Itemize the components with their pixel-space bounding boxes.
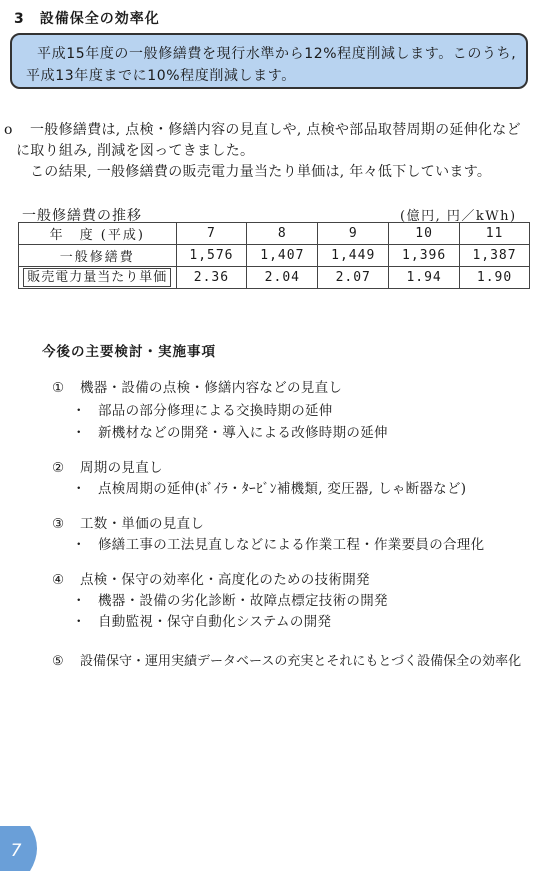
plan-sub-item-text: 新機材などの開発・導入による改修時期の延伸 xyxy=(98,425,388,441)
table-year-cell: 8 xyxy=(247,223,318,245)
table-year-cell: 11 xyxy=(460,223,530,245)
plan-item-text: 設備保守・運用実績データベースの充実とそれにもとづく設備保全の効率化 xyxy=(80,654,522,669)
table-cell: 2.04 xyxy=(247,267,318,289)
page-number-badge xyxy=(0,826,44,871)
table-cell: 1,396 xyxy=(389,245,460,267)
section-title: 3 設備保全の効率化 xyxy=(14,11,160,27)
sub-bullet: ・ xyxy=(72,537,86,553)
plan-item xyxy=(52,376,342,396)
intro-line-1: 一般修繕費は, 点検・修繕内容の見直しや, 点検や部品取替周期の延伸化など xyxy=(30,122,521,138)
table-year-cell: 9 xyxy=(318,223,389,245)
plan-sub-item xyxy=(72,421,388,441)
table-cell: 1.94 xyxy=(389,267,460,289)
plan-item-text: 機器・設備の点検・修繕内容などの見直し xyxy=(80,380,343,396)
plan-item xyxy=(52,568,370,588)
plan-sub-item-text: 修繕工事の工法見直しなどによる作業工程・作業要員の合理化 xyxy=(98,537,485,553)
summary-box xyxy=(10,33,528,89)
plan-sub-item xyxy=(72,610,331,630)
table-cell: 1,387 xyxy=(460,245,530,267)
plan-sub-item xyxy=(72,589,388,609)
plan-item xyxy=(52,512,204,532)
table-header-label: 年 度 (平成) xyxy=(19,223,177,245)
plan-item-number: ③ xyxy=(52,516,65,532)
row-label-unit-price: 販売電力量当たり単価 xyxy=(23,268,171,287)
intro-line-3: この結果, 一般修繕費の販売電力量当たり単価は, 年々低下しています。 xyxy=(30,164,492,180)
plan-sub-item-text: 自動監視・保守自動化システムの開発 xyxy=(98,614,332,630)
table-title: 一般修繕費の推移 xyxy=(22,208,142,224)
table-year-cell: 7 xyxy=(176,223,247,245)
table-year-cell: 10 xyxy=(389,223,460,245)
plan-item-number: ④ xyxy=(52,572,65,588)
plan-item-number: ② xyxy=(52,460,65,476)
table-cell: 1,576 xyxy=(176,245,247,267)
plan-sub-item-text: 点検周期の延伸(ﾎﾞｲﾗ・ﾀｰﾋﾞﾝ補機類, 変圧器, しゃ断器など) xyxy=(98,481,467,497)
intro-line-2: に取り組み, 削減を図ってきました。 xyxy=(16,143,255,159)
table-cell: 1,449 xyxy=(318,245,389,267)
table-unit: (億円, 円／kWh) xyxy=(400,209,517,224)
row-label-maintenance-cost: 一般修繕費 xyxy=(19,245,177,267)
intro-bullet: o xyxy=(4,122,13,138)
table-row xyxy=(19,267,530,289)
row-label-unit-price-cell xyxy=(19,267,177,289)
sub-bullet: ・ xyxy=(72,614,86,630)
table-cell: 1,407 xyxy=(247,245,318,267)
plan-item xyxy=(52,456,163,476)
plan-sub-item xyxy=(72,477,466,497)
sub-bullet: ・ xyxy=(72,481,86,497)
plan-item-number: ① xyxy=(52,380,65,396)
plan-sub-item xyxy=(72,533,484,553)
plan-item-text: 周期の見直し xyxy=(80,460,163,476)
table-cell: 1.90 xyxy=(460,267,530,289)
plan-title: 今後の主要検討・実施事項 xyxy=(42,344,216,360)
sub-bullet: ・ xyxy=(72,593,86,609)
sub-bullet: ・ xyxy=(72,425,86,441)
page-number: 7 xyxy=(10,841,22,861)
summary-line-1: 平成15年度の一般修繕費を現行水準から12%程度削減します。このうち, xyxy=(37,46,517,62)
sub-bullet: ・ xyxy=(72,403,86,419)
plan-item-text: 点検・保守の効率化・高度化のための技術開発 xyxy=(80,572,370,588)
plan-sub-item xyxy=(72,399,333,419)
table-header-row xyxy=(19,223,530,245)
table-cell: 2.07 xyxy=(318,267,389,289)
plan-item-text: 工数・単価の見直し xyxy=(80,516,205,532)
plan-sub-item-text: 機器・設備の劣化診断・故障点標定技術の開発 xyxy=(98,593,388,609)
maintenance-cost-table xyxy=(18,222,530,289)
table-row xyxy=(19,245,530,267)
plan-sub-item-text: 部品の部分修理による交換時期の延伸 xyxy=(98,403,333,419)
plan-item-number: ⑤ xyxy=(52,654,64,669)
plan-item xyxy=(52,650,521,669)
summary-line-2: 平成13年度までに10%程度削減します。 xyxy=(26,68,296,84)
table-cell: 2.36 xyxy=(176,267,247,289)
